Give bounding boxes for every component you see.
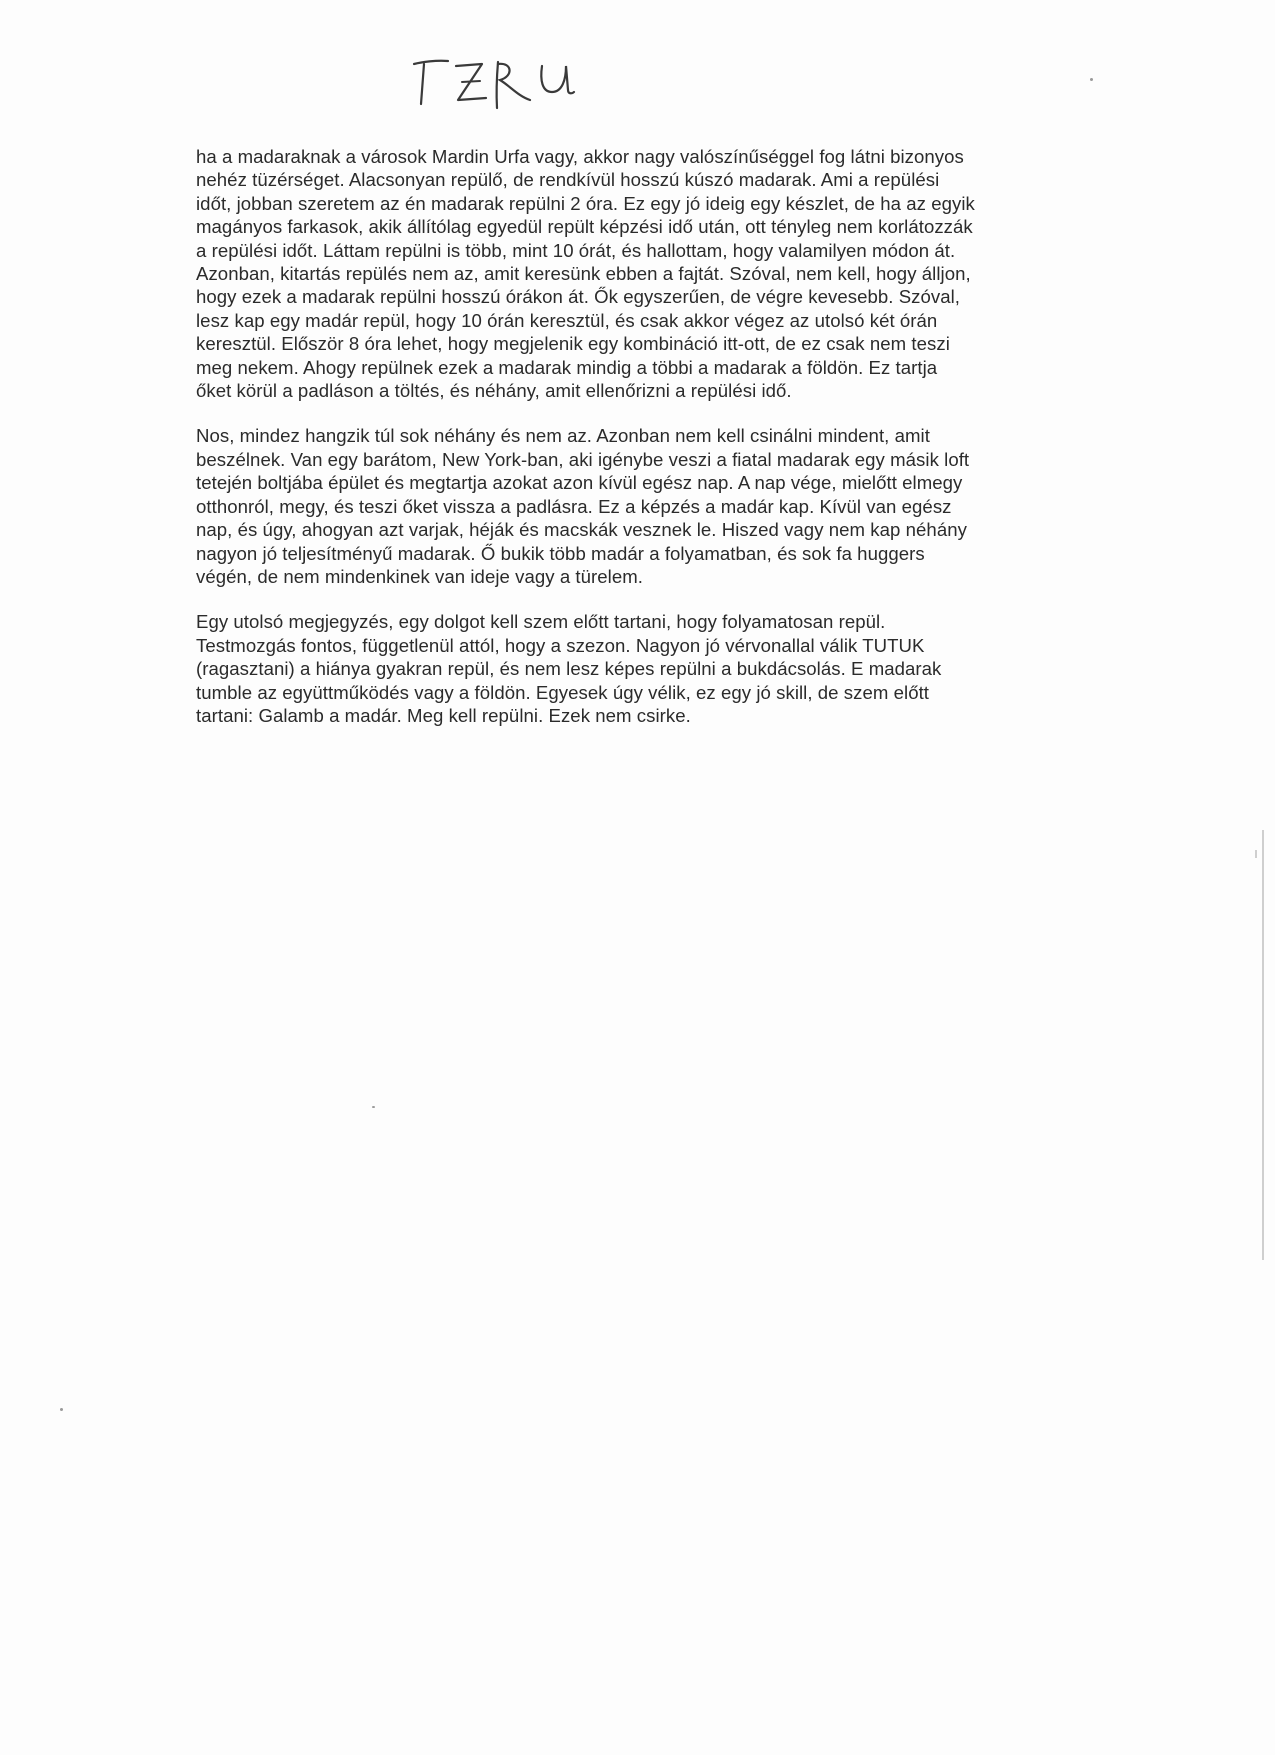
text-line: időt, jobban szeretem az én madarak repülni 2 óra. Ez egy jó ideig egy készlet, de ha az egyik [196,192,975,214]
text-line: Azonban, kitartás repülés nem az, amit keresünk ebben a fajtát. Szóval, nem kell, hogy álljon, [196,263,971,285]
text-line: beszélnek. Van egy barátom, New York-ban, aki igénybe veszi a fiatal madarak egy másik loft [196,448,970,470]
scan-edge-mark [1262,830,1264,1260]
paragraph-3 [196,610,1071,727]
text-line: (ragasztani) a hiánya gyakran repül, és nem lesz képes repülni a bukdácsolás. E madarak [196,658,942,680]
handwritten-header-mark [402,50,582,112]
text-line: otthonról, megy, és teszi őket vissza a padlásra. Ez a képzés a madár kap. Kívül van egész [196,495,952,517]
text-line: nagyon jó teljesítményű madarak. Ő bukik több madár a folyamatban, és sok fa huggers [196,542,925,564]
text-line: keresztül. Először 8 óra lehet, hogy megjelenik egy kombináció itt-ott, de ez csak nem teszi [196,333,950,355]
scan-edge-mark [1255,850,1257,858]
text-line: tartani: Galamb a madár. Meg kell repülni. Ezek nem csirke. [196,704,691,726]
handwritten-signature-graphic [402,50,582,112]
text-line: tetején boltjába épület és megtartja azokat azon kívül egész nap. A nap vége, mielőtt elmegy [196,472,963,494]
paragraph-1 [196,145,1071,402]
document-body [196,145,1071,749]
text-line: tumble az együttműködés vagy a földön. Egyesek úgy vélik, ez egy jó skill, de szem előtt [196,681,930,703]
scan-speck [372,1106,375,1108]
text-line: Testmozgás fontos, függetlenül attól, hogy a szezon. Nagyon jó vérvonallal válik TUTUK [196,634,925,656]
scan-speck [60,1408,63,1411]
paragraph-2 [196,424,1071,588]
text-line: magányos farkasok, akik állítólag egyedül repült képzési idő után, ott tényleg nem korlátozzák [196,216,973,238]
text-line: Nos, mindez hangzik túl sok néhány és nem az. Azonban nem kell csinálni mindent, amit [196,425,930,447]
text-line: Egy utolsó megjegyzés, egy dolgot kell szem előtt tartani, hogy folyamatosan repül. [196,611,886,633]
text-line: őket körül a padláson a töltés, és néhány, amit ellenőrizni a repülési idő. [196,380,792,402]
scan-speck [1090,78,1093,81]
text-line: ha a madaraknak a városok Mardin Urfa vagy, akkor nagy valószínűséggel fog látni bizonyos [196,146,964,167]
text-line: lesz kap egy madár repül, hogy 10 órán keresztül, és csak akkor végez az utolsó két órán [196,309,938,331]
text-line: hogy ezek a madarak repülni hosszú órákon át. Ők egyszerűen, de végre kevesebb. Szóval, [196,286,961,308]
text-line: meg nekem. Ahogy repülnek ezek a madarak mindig a többi a madarak a földön. Ez tartja [196,356,938,378]
text-line: nehéz tüzérséget. Alacsonyan repülő, de rendkívül hosszú kúszó madarak. Ami a repülési [196,169,940,191]
text-line: végén, de nem mindenkinek van ideje vagy a türelem. [196,565,643,587]
text-line: nap, és úgy, ahogyan azt varjak, héják és macskák vesznek le. Hiszed vagy nem kap néhány [196,519,967,541]
text-line: a repülési időt. Láttam repülni is több, mint 10 órát, és hallottam, hogy valamilyen módon át. [196,239,956,261]
